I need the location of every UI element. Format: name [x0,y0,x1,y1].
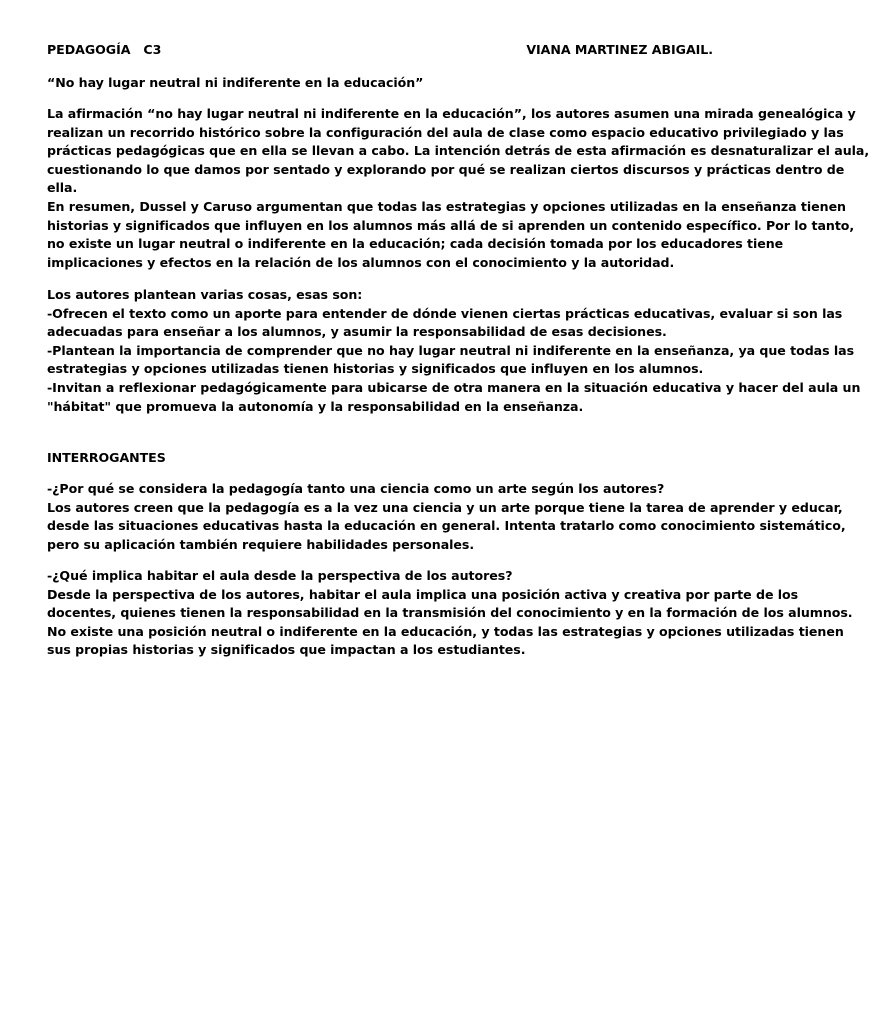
paragraph-line: estrategias y opciones utilizadas tienen historias y significados que influyen en los alumnos. [47,361,704,377]
paragraph-line: realizan un recorrido histórico sobre la configuración del aula de clase como espacio educativo privilegiado y las [47,124,844,140]
paragraph-line: historias y significados que influyen en los alumnos más allá de si aprenden un contenido específico. Por lo tanto, [47,217,855,233]
answer-line: sus propias historias y significados que impactan a los estudiantes. [47,642,526,658]
paragraph-line: -Ofrecen el texto como un aporte para entender de dónde vienen ciertas prácticas educativas, evaluar si son las [47,305,843,321]
answer-line: pero su aplicación también requiere habilidades personales. [47,536,475,552]
paragraph-line: "hábitat" que promueva la autonomía y la responsabilidad en la enseñanza. [47,398,584,414]
document-header [47,42,722,62]
paragraph-line: adecuadas para enseñar a los alumnos, y asumir la responsabilidad de esas decisiones. [47,324,667,340]
answer-line: docentes, quienes tienen la responsabilidad en la transmisión del conocimiento y en la formación de los alumnos. [47,605,853,621]
author-name: VIANA MARTINEZ ABIGAIL. [526,42,713,57]
paragraph-line: La afirmación “no hay lugar neutral ni indiferente en la educación”, los autores asumen una mirada genealógica y [47,106,856,121]
answer-line: No existe una posición neutral o indiferente en la educación, y todas las estrategias y opciones utilizadas tienen [47,623,844,639]
section-heading-text: INTERROGANTES [47,450,166,465]
intro-paragraph [47,105,869,272]
paragraph-line: no existe un lugar neutral o indiferente en la educación; cada decisión tomada por los educadores tiene [47,236,784,252]
question-1-block [47,480,846,554]
answer-line: Desde la perspectiva de los autores, habitar el aula implica una posición activa y creativa por parte de los [47,586,799,602]
paragraph-line: ella. [47,180,78,196]
section-heading [47,449,727,468]
points-paragraph [47,286,861,416]
question-2-block [47,567,853,660]
paragraph-line: -Invitan a reflexionar pedagógicamente para ubicarse de otra manera en la situación educativa y hacer del aula un [47,379,861,395]
answer-line: Los autores creen que la pedagogía es a la vez una ciencia y un arte porque tiene la tarea de aprender y educar, [47,499,843,515]
paragraph-line: implicaciones y efectos en la relación de los alumnos con el conocimiento y la autoridad. [47,254,675,270]
paragraph-line: -Plantean la importancia de comprender que no hay lugar neutral ni indiferente en la enseñanza, ya que todas las [47,342,855,358]
paragraph-line: Los autores plantean varias cosas, esas son: [47,287,363,302]
answer-line: desde las situaciones educativas hasta la educación en general. Intenta tratarlo como conocimiento sistemático, [47,518,846,534]
question-line: -¿Qué implica habitar el aula desde la perspectiva de los autores? [47,568,513,583]
document-title [47,74,727,93]
course-label: PEDAGOGÍA C3 [47,42,162,57]
paragraph-line: cuestionando lo que damos por sentado y explorando por qué se realizan ciertos discursos y prácticas dentro de [47,161,845,177]
paragraph-line: En resumen, Dussel y Caruso argumentan que todas las estrategias y opciones utilizadas en la enseñanza tienen [47,198,846,214]
paragraph-line: prácticas pedagógicas que en ella se llevan a cabo. La intención detrás de esta afirmación es desnaturalizar el aula, [47,143,869,159]
question-line: -¿Por qué se considera la pedagogía tanto una ciencia como un arte según los autores? [47,481,665,496]
title-text: “No hay lugar neutral ni indiferente en la educación” [47,75,424,90]
